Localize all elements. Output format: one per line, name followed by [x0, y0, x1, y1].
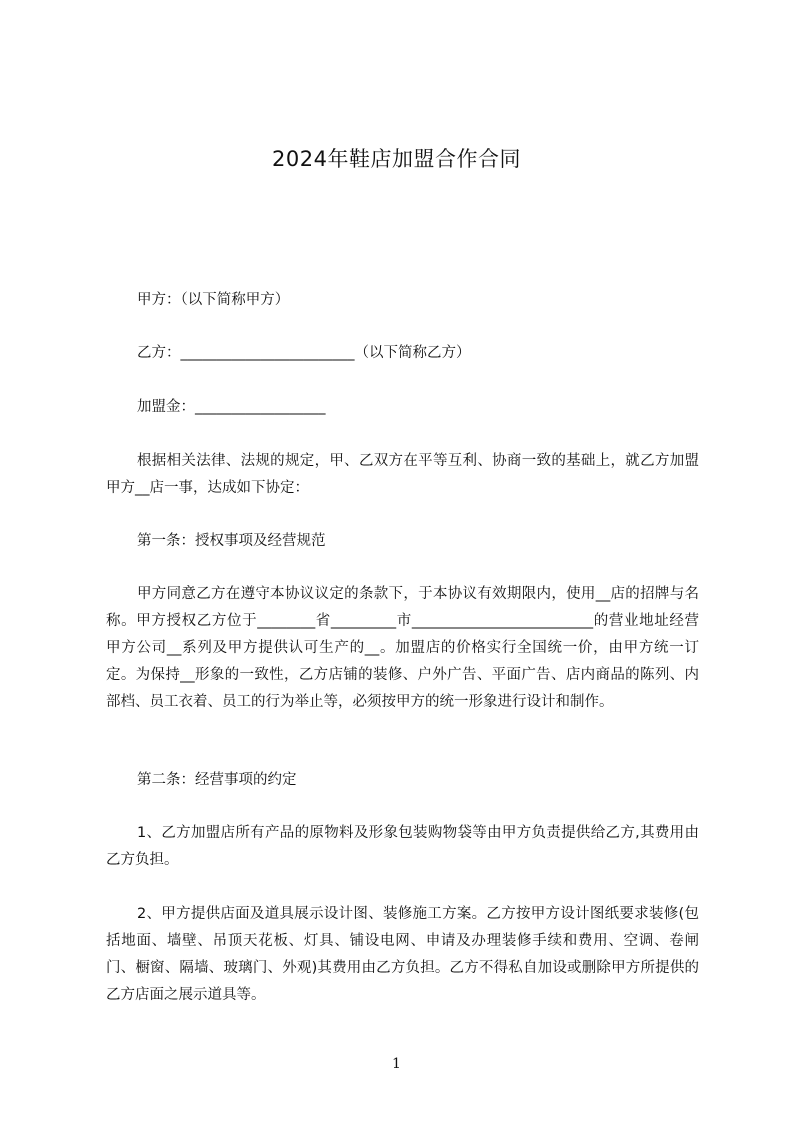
article-2-item-1: 1、乙方加盟店所有产品的原物料及形象包装购物袋等由甲方负责提供给乙方,其费用由乙方负担。: [106, 825, 699, 868]
page-number: 1: [392, 1056, 401, 1072]
preamble-paragraph: 根据相关法律、法规的规定，甲、乙双方在平等互利、协商一致的基础上，就乙方加盟甲方__店一事，达成如下协定：: [106, 453, 699, 496]
article-1-heading: 第一条：授权事项及经营规范: [137, 533, 326, 549]
party-a-line: 甲方：（以下简称甲方）: [137, 292, 290, 308]
article-1-body: 甲方同意乙方在遵守本协议议定的条款下，于本协议有效期限内，使用__店的招牌与名称。甲方授权乙方位于________省_________市_________________________的营业地址经营甲方公司__系列及甲方提供认可生产的__。加盟店的价格实行全国统一价，由甲方统一订定。为保持__形象的一致性，乙方店铺的装修、户外广告、平面广告、店内商品的陈列、内部档、员工衣着、员工的行为举止等，必须按甲方的统一形象进行设计和制作。: [106, 586, 699, 710]
party-b-line: 乙方：________________________（以下简称乙方）: [137, 345, 471, 361]
article-2-heading: 第二条：经营事项的约定: [137, 772, 297, 788]
article-2-item-2: 2、甲方提供店面及道具展示设计图、装修施工方案。乙方按甲方设计图纸要求装修(包括地面、墙壁、吊顶天花板、灯具、铺设电网、申请及办理装修手续和费用、空调、卷闸门、橱窗、隔墙、玻璃门、外观)其费用由乙方负担。乙方不得私自加设或删除甲方所提供的乙方店面之展示道具等。: [106, 906, 699, 1003]
franchise-fee-line: 加盟金：__________________: [137, 399, 326, 415]
document-title: 2024年鞋店加盟合作合同: [272, 147, 521, 171]
